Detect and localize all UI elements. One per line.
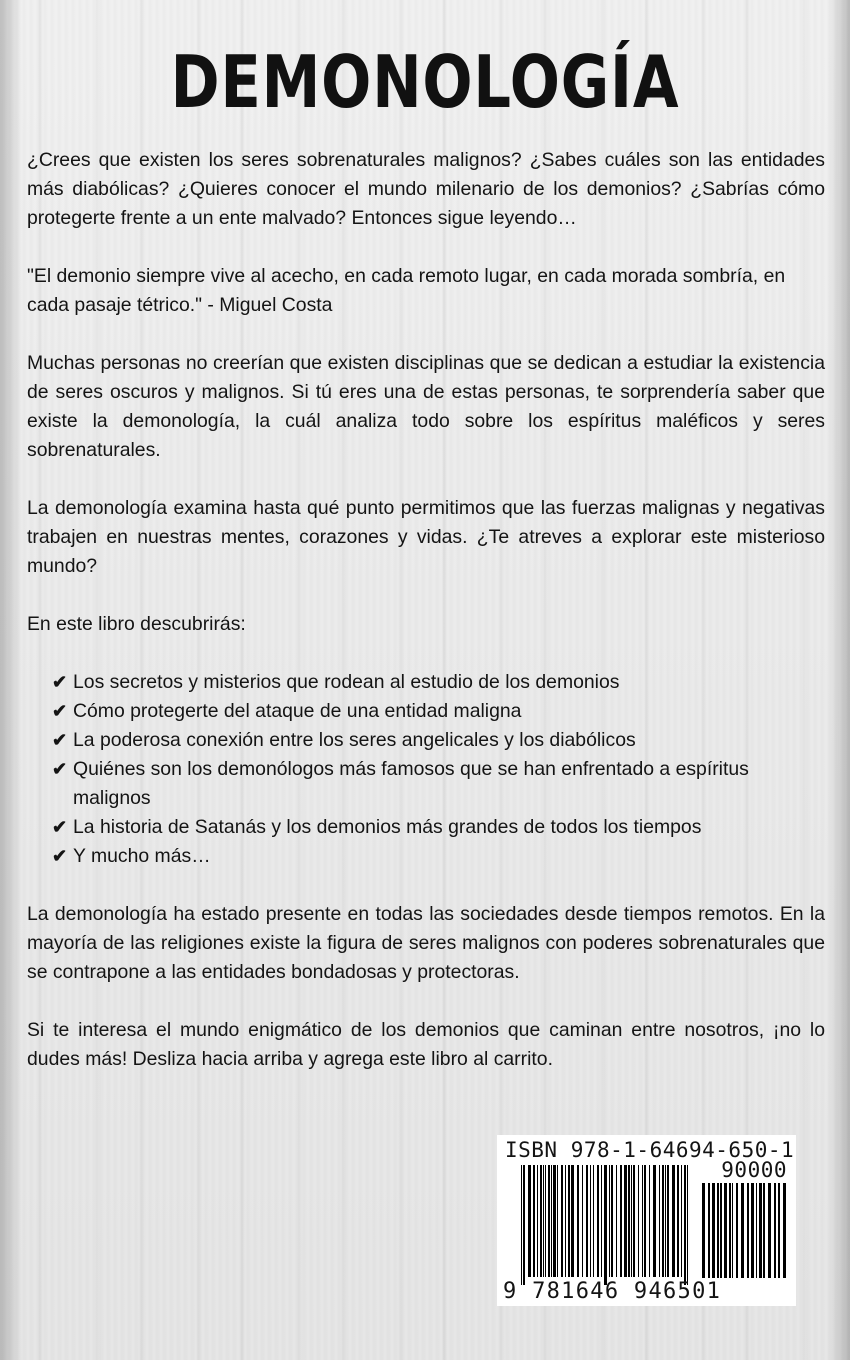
barcode-bar (548, 1165, 550, 1277)
barcode-bar (620, 1165, 622, 1277)
barcode-bar (523, 1165, 525, 1285)
barcode-bar (609, 1165, 610, 1277)
barcode-bar (628, 1165, 630, 1277)
barcode-bar (702, 1183, 705, 1278)
list-item: ✔ Quiénes son los demonólogos más famosos que se han enfrentado a espíritus malignos (52, 755, 825, 813)
ean-number: 9 781646 946501 (503, 1279, 722, 1304)
barcode-bar (665, 1165, 666, 1277)
barcode-bar (553, 1165, 556, 1277)
barcode-bar (631, 1165, 632, 1277)
list-item: ✔ Los secretos y misterios que rodean al estudio de los demonios (52, 668, 825, 697)
barcode-bar (551, 1165, 552, 1277)
barcode-bar (561, 1165, 563, 1277)
description-paragraph-1: Muchas personas no creerían que existen disciplinas que se dedican a estudiar la existencia de seres oscuros y malignos. Si tú eres una de estas personas, te sorprendería saber que existe la demonología, la cuál analiza todo sobre los espíritus maléficos y seres sobrenaturales. (27, 352, 825, 461)
barcode-bar (611, 1165, 613, 1277)
barcode-bar (672, 1165, 675, 1277)
description-paragraph-3: La demonología ha estado presente en todas las sociedades desde tiempos remotos. En la mayoría de las religiones existe la figura de seres malignos con poderes sobrenaturales que se contrapone a las entidades bondadosas y protectoras. (27, 903, 825, 983)
check-icon: ✔ (52, 730, 68, 750)
barcode-bar (729, 1183, 731, 1278)
isbn-label: ISBN 978-1-64694-650-1 (505, 1138, 795, 1162)
barcode-bar (736, 1183, 738, 1278)
cover-edge-left (0, 0, 22, 1360)
barcode-bar (662, 1165, 664, 1277)
barcode-bar (751, 1183, 754, 1278)
barcode-bar (590, 1165, 591, 1277)
barcode-bar (756, 1183, 757, 1278)
benefits-list (27, 668, 825, 871)
barcode-bar (741, 1183, 744, 1278)
barcode-bar (568, 1165, 570, 1277)
barcode-bar (778, 1183, 780, 1278)
barcode-bar (638, 1165, 639, 1277)
barcode-bar (677, 1165, 679, 1277)
barcode-bar (624, 1165, 627, 1277)
barcode-bar (565, 1165, 566, 1277)
list-item: ✔ Y mucho más… (52, 842, 825, 871)
cover-edge-right (828, 0, 850, 1360)
barcode-bar (521, 1165, 522, 1285)
list-item: ✔ Cómo protegerte del ataque de una entidad maligna (52, 697, 825, 726)
check-icon: ✔ (52, 672, 68, 692)
barcode-bar (545, 1165, 546, 1277)
list-intro: En este libro descubrirás: (27, 613, 246, 635)
check-icon: ✔ (52, 759, 68, 779)
list-item: ✔ La historia de Satanás y los demonios más grandes de todos los tiempos (52, 813, 825, 842)
barcode-bar (659, 1165, 660, 1277)
call-to-action-paragraph: Si te interesa el mundo enigmático de los demonios que caminan entre nosotros, ¡no lo dudes más! Desliza hacia arriba y agrega este libro al carrito. (27, 1019, 825, 1070)
barcode-bar (533, 1165, 535, 1277)
barcode-bar (616, 1165, 617, 1277)
barcode-bar (601, 1165, 602, 1277)
barcode-bar (543, 1165, 544, 1277)
barcode-bar (712, 1183, 715, 1278)
barcode-bar (783, 1183, 786, 1278)
isbn-barcode (497, 1135, 796, 1306)
barcode-bar (649, 1165, 650, 1277)
price-code: 90000 (721, 1158, 787, 1182)
back-cover-text (27, 146, 825, 1103)
barcode-bar (717, 1183, 719, 1278)
check-icon: ✔ (52, 701, 68, 721)
check-icon: ✔ (52, 846, 68, 866)
barcode-bar (708, 1183, 710, 1278)
barcode-bar (687, 1165, 688, 1285)
barcode-bar (571, 1165, 574, 1277)
barcode-bar (774, 1183, 776, 1278)
barcode-bar (759, 1183, 762, 1278)
list-item: ✔ La poderosa conexión entre los seres angelicales y los diabólicos (52, 726, 825, 755)
barcode-bar (653, 1165, 656, 1277)
book-title: DEMONOLOGÍA (170, 40, 680, 124)
barcode-bar (720, 1183, 722, 1278)
check-icon: ✔ (52, 817, 68, 837)
barcode-bar (604, 1165, 607, 1285)
barcode-bar (557, 1165, 558, 1277)
barcode-bar (633, 1165, 635, 1277)
barcode-bar (732, 1183, 733, 1278)
barcode-bar (667, 1165, 669, 1277)
barcode-bar (763, 1183, 765, 1278)
barcode-bar (642, 1165, 643, 1277)
barcode-bar (597, 1165, 599, 1277)
intro-paragraph: ¿Crees que existen los seres sobrenaturales malignos? ¿Sabes cuáles son las entidades más diabólicas? ¿Quieres conocer el mundo milenario de los demonios? ¿Sabrías cómo protegerte frente a un ente malvado? Entonces sigue leyendo… (27, 149, 825, 229)
barcode-bar (540, 1165, 542, 1277)
barcode-bar (681, 1165, 682, 1277)
barcode-bar (684, 1165, 686, 1285)
barcode-bar (747, 1183, 749, 1278)
barcode-bar (528, 1165, 531, 1277)
quote-paragraph: "El demonio siempre vive al acecho, en cada remoto lugar, en cada morada sombría, en cada pasaje tétrico." - Miguel Costa (27, 265, 786, 316)
barcode-bar (582, 1165, 583, 1277)
barcode-bar (644, 1165, 646, 1277)
barcode-bar (768, 1183, 771, 1278)
barcode-bar (593, 1165, 594, 1277)
barcode-bar (724, 1183, 727, 1278)
barcode-bar (577, 1165, 579, 1277)
barcode-bar (586, 1165, 588, 1277)
description-paragraph-2: La demonología examina hasta qué punto permitimos que las fuerzas malignas y negativas trabajen en nuestras mentes, corazones y vidas. ¿Te atreves a explorar este misterioso mundo? (27, 497, 825, 577)
barcode-bar (537, 1165, 538, 1277)
